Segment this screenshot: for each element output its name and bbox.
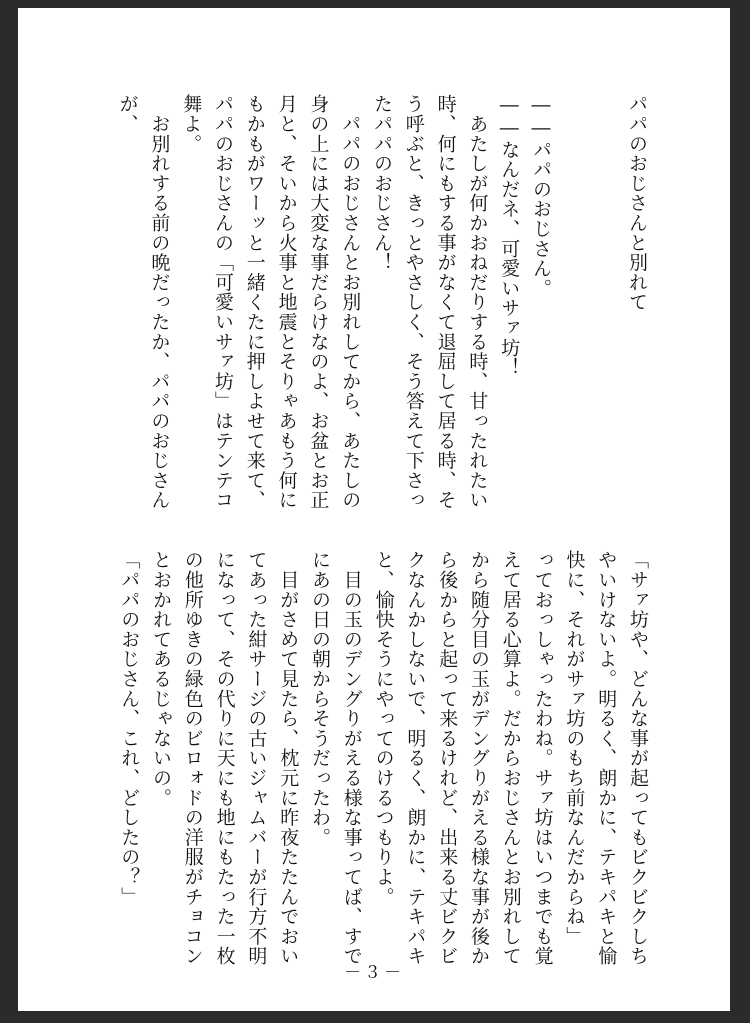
text-line: ――なんだネ、可愛いサァ坊！: [498, 94, 521, 378]
text-line: やいけないよ。明るく、朗かに、テキパキと愉: [595, 550, 618, 966]
text-line: 「パパのおじさん、これ、どしたの？」: [118, 550, 141, 907]
text-line: 目の玉のデングりがえる様な事ってば、すで: [340, 550, 363, 966]
text-line: 時、何にもする事がなくて退屈して居る時、そ: [434, 94, 457, 510]
chapter-title: パパのおじさんと別れて: [626, 94, 648, 312]
text-line: クなんかしないで、明るく、朗かに、テキパキ: [404, 550, 427, 966]
text-line: ら後からと起って来るけれど、出来る丈ビクビ: [436, 550, 459, 966]
text-line: 舞よ。: [180, 94, 203, 154]
text-line: たパパのおじさん！: [371, 94, 393, 273]
text-line: 身の上には大変な事だらけなのよ、お盆とお正: [307, 94, 330, 510]
text-line: パパのおじさんの「可愛いサァ坊」はテンテコ: [212, 94, 234, 510]
text-line: あたしが何かおねだりする時、甘ったれたい: [466, 94, 489, 510]
text-line: もかもがワーッと一緒くたに押しよせて来て、: [243, 94, 266, 510]
text-line: 目がさめて見たら、枕元に昨夜たたんでおい: [277, 550, 300, 966]
text-line: とおかれてあるじゃないの。: [150, 550, 172, 808]
text-line: にあの日の朝からそうだったわ。: [309, 550, 331, 847]
text-line: 月と、そいから火事と地震とそりゃあもう何に: [275, 94, 298, 510]
text-line: お別れする前の晩だったか、パパのおじさん: [148, 94, 171, 510]
text-line: ――パパのおじさん。: [530, 94, 552, 298]
text-line: と、愉快そうにやってのけるつもりよ。: [372, 550, 395, 907]
text-line: 快に、それがサァ坊のもち前なんだからね」: [563, 550, 586, 946]
text-line: えて居る心算よ。だからおじさんとお別れして: [499, 550, 522, 966]
text-line: っておっしゃったわね。サァ坊はいつまでも覚: [531, 550, 554, 966]
text-line: てあった紺サージの古いジャムバーが行方不明: [245, 550, 268, 966]
document-page: [18, 8, 730, 1011]
text-line: になって、その代りに天にも地にもたった一枚: [213, 550, 236, 966]
text-line: が、: [116, 94, 139, 134]
text-line: う呼ぶと、きっとやさしく、そう答えて下さっ: [402, 94, 425, 510]
text-line: から随分目の玉がデングりがえる様な事が後か: [468, 550, 490, 966]
text-line: パパのおじさんとお別れしてから、あたしの: [339, 94, 362, 510]
text-line: 「サァ坊や、どんな事が起ってもビクビクしち: [627, 550, 649, 966]
page-number: －３－: [344, 963, 404, 983]
text-line: の他所ゆきの緑色のビロォドの洋服がチョコン: [181, 550, 204, 966]
